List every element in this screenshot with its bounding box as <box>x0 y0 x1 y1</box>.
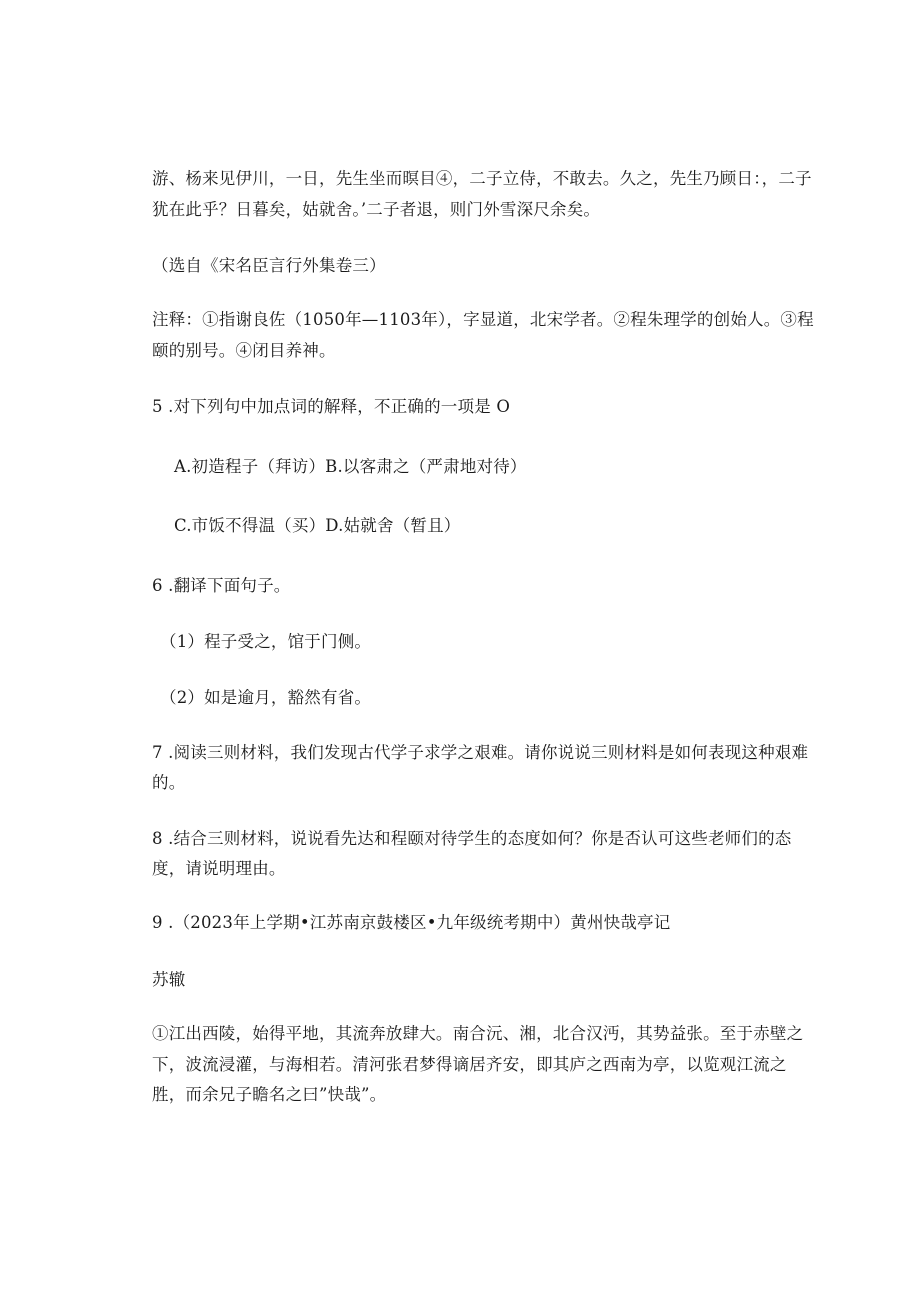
question-9-author: 苏辙 <box>152 970 186 989</box>
notes-line-2: 颐的别号。④闭目养神。 <box>152 341 336 360</box>
question-8-line-1: 8 .结合三则材料，说说看先达和程颐对待学生的态度如何？你是否认可这些老师们的态 <box>152 829 792 848</box>
question-9-para-line-2: 下，波流浸灌，与海相若。清河张君梦得谪居齐安，即其庐之西南为亭，以览观江流之 <box>152 1055 787 1074</box>
question-8-line-2: 度，请说明理由。 <box>152 859 286 878</box>
question-9-para-line-1: ①江出西陵，始得平地，其流奔放肆大。南合沅、湘，北合汉沔，其势益张。至于赤壁之 <box>152 1024 804 1043</box>
question-9-stem: 9 .（2023年上学期•江苏南京鼓楼区•九年级统考期中）黄州快哉亭记 <box>152 913 671 932</box>
question-5-options-ab: A.初造程子（拜访）B.以客肃之（严肃地对待） <box>174 457 527 476</box>
question-6-stem: 6 .翻译下面句子。 <box>152 576 291 595</box>
question-5-stem: 5 .对下列句中加点词的解释，不正确的一项是 O <box>152 397 511 416</box>
passage-line-2: 犹在此乎？日暮矣，姑就舍。’二子者退，则门外雪深尺余矣。 <box>152 200 601 219</box>
question-5-options-cd: C.市饭不得温（买）D.姑就舍（暂且） <box>174 516 461 535</box>
question-7-line-2: 的。 <box>152 773 186 792</box>
question-6-item-1: （1）程子受之，馆于门侧。 <box>160 632 372 651</box>
notes-line-1: 注释：①指谢良佐（1050年—1103年），字显道，北宋学者。②程朱理学的创始人。③程 <box>152 310 814 329</box>
question-6-item-2: （2）如是逾月，豁然有省。 <box>160 688 372 707</box>
source-citation: （选自《宋名臣言行外集卷三） <box>152 256 386 275</box>
passage-line-1: 游、杨来见伊川，一日，先生坐而暝目④，二子立侍，不敢去。久之，先生乃顾日：，二子 <box>152 169 812 188</box>
question-9-para-line-3: 胜，而余兄子瞻名之曰”快哉”。 <box>152 1085 387 1104</box>
question-7-line-1: 7 .阅读三则材料，我们发现古代学子求学之艰难。请你说说三则材料是如何表现这种艰难 <box>152 743 809 762</box>
